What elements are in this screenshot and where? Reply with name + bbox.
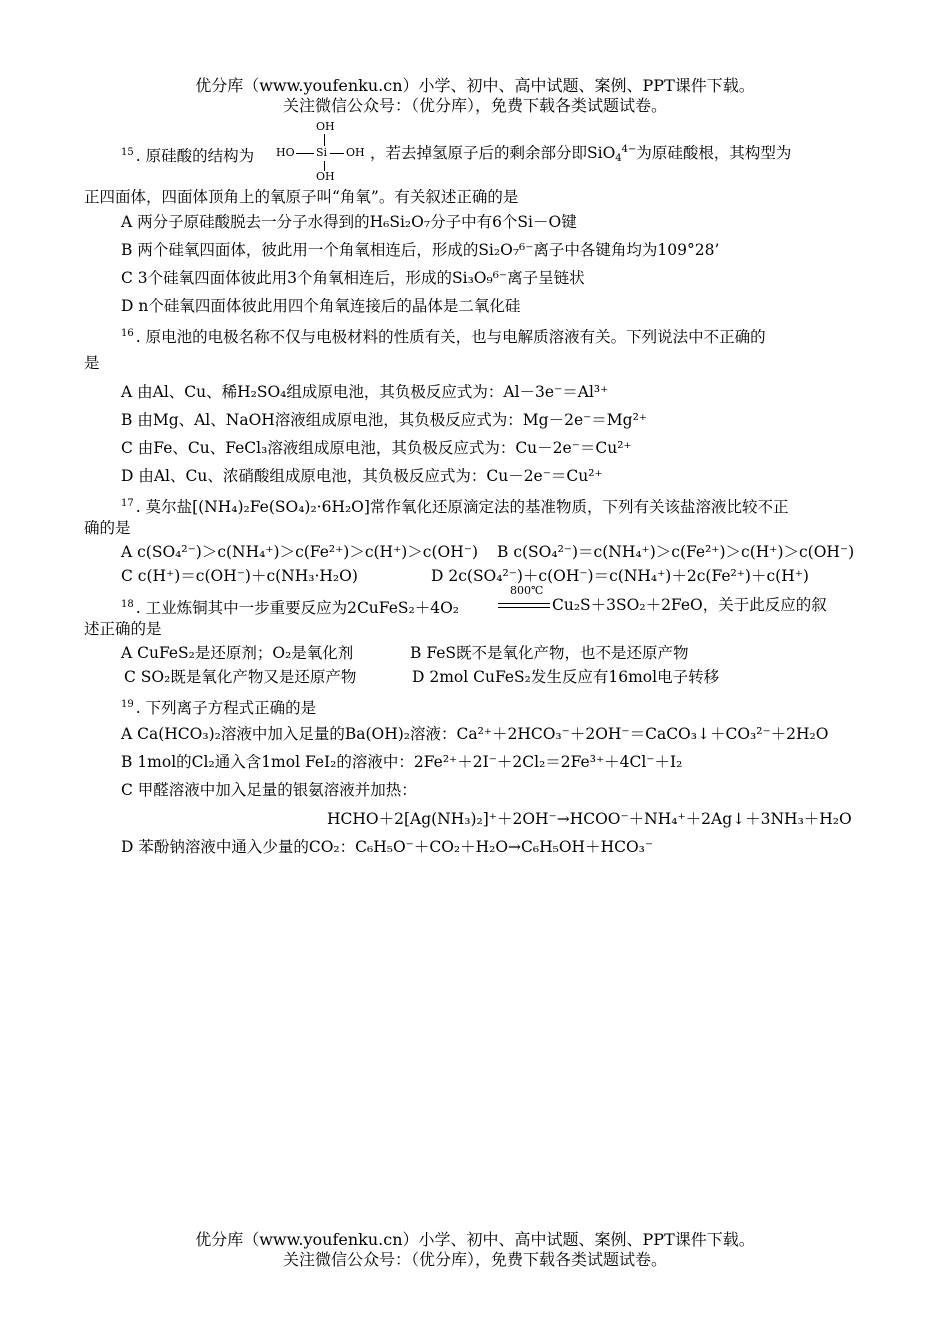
q17-stem: $^{17}$ . 莫尔盐[(NH₄)₂Fe(SO₄)₂·6H₂O]常作氧化还原滴定法的基准物质，下列有关该盐溶液比较不正	[121, 498, 789, 517]
q19-option-a: A Ca(HCO₃)₂溶液中加入足量的Ba(OH)₂溶液：Ca²⁺＋2HCO₃⁻＋2OH⁻＝CaCO₃↓＋CO₃²⁻＋2H₂O	[121, 725, 829, 743]
q18-option-c: C SO₂既是氧化产物又是还原产物	[124, 668, 357, 686]
q16-stem: $^{16}$ . 原电池的电极名称不仅与电极材料的性质有关，也与电解质溶液有关。下列说法中不正确的	[121, 328, 766, 347]
structure-bond-top	[324, 134, 325, 146]
q18-stem: $^{18}$ . 工业炼铜其中一步重要反应为2CuFeS₂＋4O₂	[121, 599, 459, 618]
structure-bond-left	[296, 153, 314, 154]
structure-ho-left: HO	[276, 146, 295, 159]
q17-option-d: D 2c(SO₄²⁻)＋c(OH⁻)＝c(NH₄⁺)＋2c(Fe²⁺)＋c(H⁺)	[431, 567, 809, 585]
q16-option-a: A 由Al、Cu、稀H₂SO₄组成原电池，其负极反应式为：Al－3e⁻＝Al³⁺	[121, 383, 609, 401]
q19-option-c-equation: HCHO＋2[Ag(NH₃)₂]⁺＋2OH⁻→HCOO⁻＋NH₄⁺＋2Ag↓＋3NH₃＋H₂O	[327, 810, 852, 828]
q19-option-c: C 甲醛溶液中加入足量的银氨溶液并加热：	[121, 781, 417, 799]
q15-number: 15	[121, 147, 134, 158]
q18-reaction-condition: 800℃	[510, 584, 544, 597]
page-footer-line2: 关注微信公众号：（优分库），免费下载各类试题试卷。	[282, 1250, 667, 1269]
q18-number: 18	[121, 599, 134, 610]
q17-number: 17	[121, 498, 134, 509]
q16-number: 16	[121, 328, 134, 339]
q15-option-c: C 3个硅氧四面体彼此用3个角氧相连后，形成的Si₃O₉⁶⁻离子呈链状	[121, 269, 585, 287]
q15-stem: $^{15}$ . 原硅酸的结构为	[121, 147, 255, 166]
q18-equals-bar-top	[498, 603, 550, 604]
q18-equals-bar-bottom	[498, 607, 550, 608]
page-header-line1: 优分库（www.youfenku.cn）小学、初中、高中试题、案例、PPT课件下载。	[195, 76, 755, 95]
q18-option-d: D 2mol CuFeS₂发生反应有16mol电子转移	[412, 668, 720, 686]
q19-number: 19	[121, 699, 134, 710]
q16-option-c: C 由Fe、Cu、FeCl₃溶液组成原电池，其负极反应式为：Cu－2e⁻＝Cu²⁺	[121, 439, 632, 457]
q15-option-a: A 两分子原硅酸脱去一分子水得到的H₆Si₂O₇分子中有6个Si－O键	[121, 213, 577, 231]
page-header-line2: 关注微信公众号：（优分库），免费下载各类试题试卷。	[282, 96, 667, 115]
q16-stem-line2: 是	[84, 354, 100, 372]
q16-option-b: B 由Mg、Al、NaOH溶液组成原电池，其负极反应式为：Mg－2e⁻＝Mg²⁺	[121, 411, 647, 429]
structure-oh-bottom: OH	[316, 170, 335, 183]
q18-option-a: A CuFeS₂是还原剂；O₂是氧化剂	[121, 644, 354, 662]
structure-oh-top: OH	[316, 120, 335, 133]
q15-stem-cont: ，若去掉氢原子后的剩余部分即SiO$_4^{4-}$为原硅酸根，其构型为	[370, 144, 792, 164]
structure-si: Si	[316, 146, 328, 159]
q19-option-b: B 1mol的Cl₂通入含1mol FeI₂的溶液中：2Fe²⁺＋2I⁻＋2Cl₂＝2Fe³⁺＋4Cl⁻＋I₂	[121, 753, 683, 771]
page-footer-line1: 优分库（www.youfenku.cn）小学、初中、高中试题、案例、PPT课件下载。	[195, 1230, 755, 1249]
q17-option-b: B c(SO₄²⁻)＝c(NH₄⁺)＞c(Fe²⁺)＞c(H⁺)＞c(OH⁻)	[497, 543, 855, 561]
q17-stem-line2: 确的是	[84, 519, 131, 537]
q15-stem-line2: 正四面体，四面体顶角上的氧原子叫“角氧”。有关叙述正确的是	[84, 188, 519, 206]
q18-option-b: B FeS既不是氧化产物，也不是还原产物	[410, 644, 689, 662]
q19-option-d: D 苯酚钠溶液中通入少量的CO₂：C₆H₅O⁻＋CO₂＋H₂O→C₆H₅OH＋HCO₃⁻	[121, 838, 654, 856]
q15-option-b: B 两个硅氧四面体，彼此用一个角氧相连后，形成的Si₂O₇⁶⁻离子中各键角均为109°28’	[121, 241, 720, 259]
q17-option-c: C c(H⁺)＝c(OH⁻)＋c(NH₃·H₂O)	[121, 567, 358, 585]
q15-option-d: D n个硅氧四面体彼此用四个角氧连接后的晶体是二氧化硅	[121, 297, 521, 315]
q16-option-d: D 由Al、Cu、浓硝酸组成原电池，其负极反应式为：Cu－2e⁻＝Cu²⁺	[121, 467, 603, 485]
q19-stem: $^{19}$ . 下列离子方程式正确的是	[121, 699, 317, 718]
structure-bond-right	[330, 153, 344, 154]
q18-stem-cont: Cu₂S＋3SO₂＋2FeO，关于此反应的叙	[552, 596, 827, 614]
q17-option-a: A c(SO₄²⁻)＞c(NH₄⁺)＞c(Fe²⁺)＞c(H⁺)＞c(OH⁻)	[121, 543, 478, 561]
structure-oh-right: OH	[346, 146, 365, 159]
q18-stem-line2: 述正确的是	[84, 620, 162, 638]
